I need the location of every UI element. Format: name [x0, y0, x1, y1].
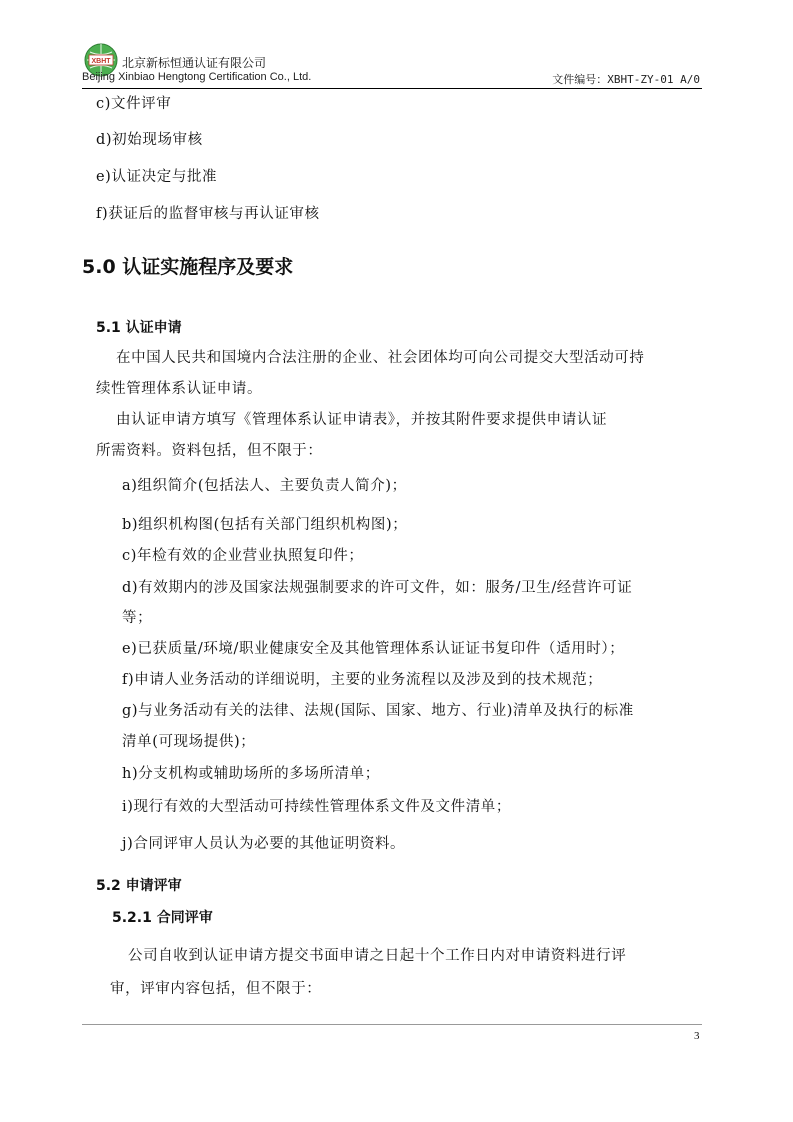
list-item-continuation: 等；	[122, 610, 153, 626]
list-item-continuation: 清单(可现场提供)；	[122, 734, 256, 750]
paragraph-line: 审，评审内容包括，但不限于：	[110, 981, 322, 997]
document-number: 文件编号：XBHT-ZY-01 A/0	[552, 73, 700, 86]
footer-divider	[82, 1024, 702, 1025]
list-item: g)与业务活动有关的法律、法规(国际、国家、地方、行业)清单及执行的标准	[122, 703, 634, 719]
section-5-heading: 5.0 认证实施程序及要求	[82, 256, 294, 278]
company-name-cn: 北京新标恒通认证有限公司	[122, 56, 267, 70]
paragraph-line: 公司自收到认证申请方提交书面申请之日起十个工作日内对申请资料进行评	[128, 948, 627, 964]
section-5-2-heading: 5.2 申请评审	[96, 878, 182, 894]
list-item: j)合同评审人员认为必要的其他证明资料。	[122, 836, 406, 852]
list-item: e)认证决定与批准	[96, 169, 218, 185]
paragraph-line: 所需资料。资料包括，但不限于：	[96, 443, 323, 459]
list-item: a)组织简介(包括法人、主要负责人简介)；	[122, 478, 407, 494]
list-item: c)年检有效的企业营业执照复印件；	[122, 548, 364, 564]
paragraph-line: 在中国人民共和国境内合法注册的企业、社会团体均可向公司提交大型活动可持	[116, 350, 645, 366]
paragraph-line: 由认证申请方填写《管理体系认证申请表》，并按其附件要求提供申请认证	[116, 412, 608, 428]
page-header	[82, 38, 702, 90]
section-5-1-heading: 5.1 认证申请	[96, 320, 182, 336]
company-name-en: Beijing Xinbiao Hengtong Certification Co., Ltd.	[82, 71, 312, 83]
list-item: b)组织机构图(包括有关部门组织机构图)；	[122, 517, 408, 533]
paragraph-line: 续性管理体系认证申请。	[96, 381, 263, 397]
list-item: d)有效期内的涉及国家法规强制要求的许可文件，如：服务/卫生/经营许可证	[122, 580, 633, 596]
page-number: 3	[694, 1030, 700, 1042]
header-divider	[82, 88, 702, 89]
logo-text: XBHT	[91, 58, 111, 65]
list-item: f)获证后的监督审核与再认证审核	[96, 206, 320, 222]
list-item: h)分支机构或辅助场所的多场所清单；	[122, 766, 380, 782]
section-5-2-1-heading: 5.2.1 合同评审	[112, 910, 213, 926]
list-item: i)现行有效的大型活动可持续性管理体系文件及文件清单；	[122, 799, 511, 815]
list-item: c)文件评审	[96, 96, 172, 112]
list-item: f)申请人业务活动的详细说明，主要的业务流程以及涉及到的技术规范；	[122, 672, 603, 688]
list-item: d)初始现场审核	[96, 132, 203, 148]
list-item: e)已获质量/环境/职业健康安全及其他管理体系认证证书复印件（适用时）；	[122, 641, 625, 657]
